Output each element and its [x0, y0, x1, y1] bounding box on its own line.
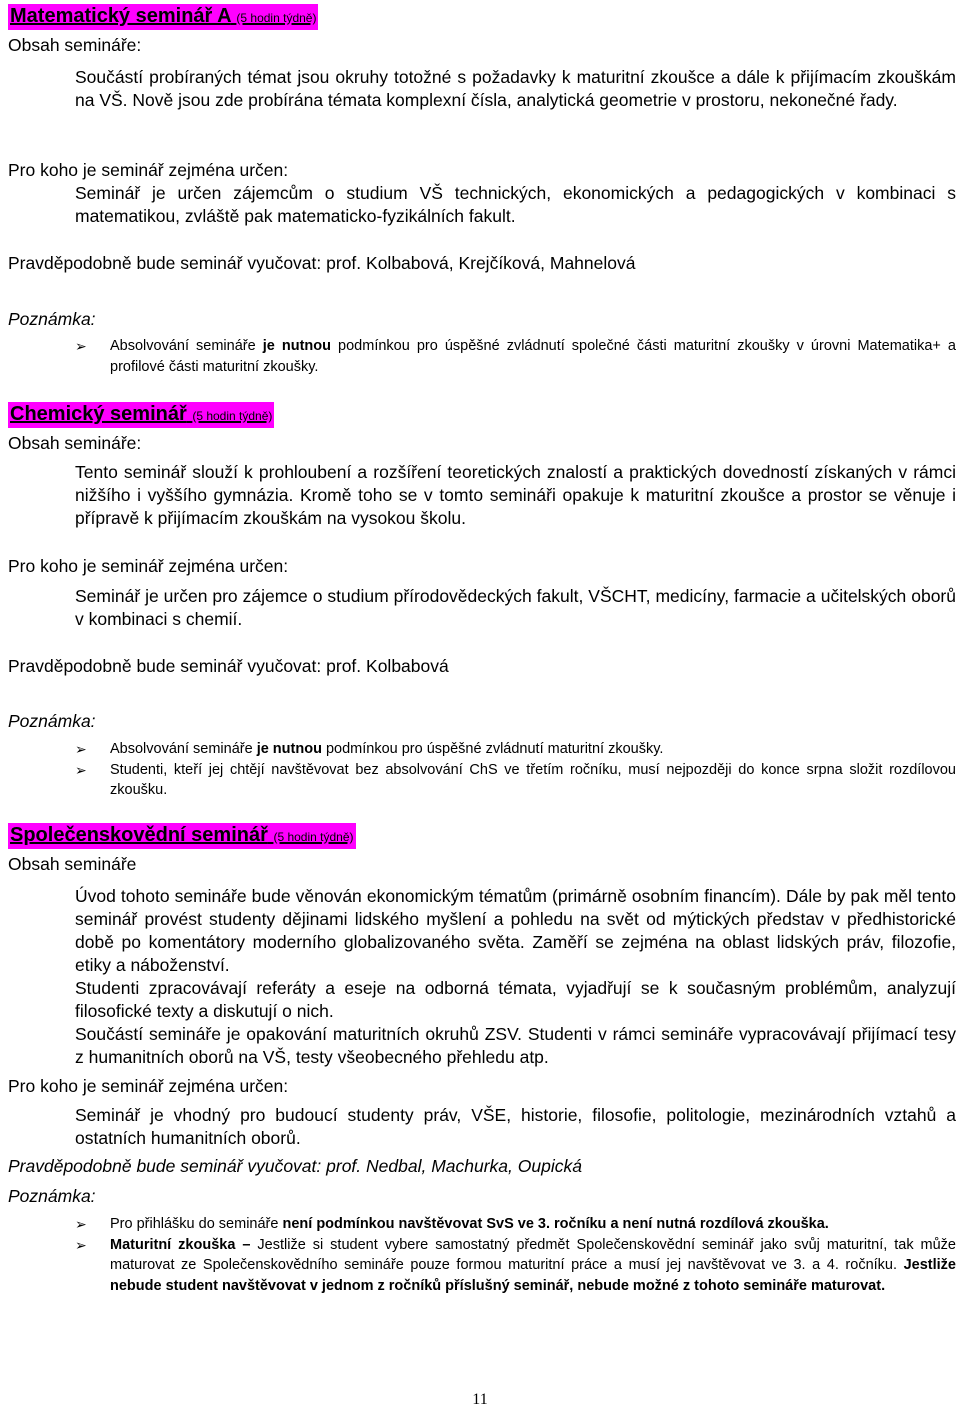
math-vyucovat-value: prof. Kolbabová, Krejčíková, Mahnelová — [326, 253, 636, 273]
chem-section-title — [8, 402, 274, 428]
arrow-bullet-icon: ➢ — [75, 338, 87, 354]
arrow-bullet-icon: ➢ — [75, 761, 87, 778]
math-poznamka-label: Poznámka: — [8, 309, 96, 329]
math-pro-koho-text: Seminář je určen zájemcům o studium VŠ technických, ekonomických a pedagogických v kombinaci s matematikou, zvláště pak matematicko-fyzikálních fakult. — [75, 183, 956, 226]
svs-pro-koho-label: Pro koho je seminář zejména určen: — [8, 1076, 289, 1096]
svs-obsah-label: Obsah semináře — [8, 854, 137, 874]
svs-notes-list — [75, 1214, 956, 1296]
list-item: ➢ Absolvování semináře je nutnou podmínkou pro úspěšné zvládnutí společné části maturitní zkoušky v úrovni Matematika+ a profilové části maturitní zkoušky. — [75, 338, 956, 375]
chem-pro-koho-label: Pro koho je seminář zejména určen: — [8, 556, 289, 576]
svs-title-hours: (5 hodin týdně) — [273, 830, 354, 844]
svs-vyucovat-label: Pravděpodobně bude seminář vyučovat: — [8, 1156, 322, 1176]
chem-notes-list — [75, 739, 956, 801]
chem-vyucovat-label: Pravděpodobně bude seminář vyučovat: — [8, 656, 322, 676]
chem-title-hours: (5 hodin týdně) — [192, 409, 273, 423]
math-vyucovat — [8, 252, 635, 275]
list-item: ➢ Maturitní zkouška – Jestliže si student vybere samostatný předmět Společenskovědní seminář jako svůj maturitní, tak může maturovat ze Společenskovědního semináře pouze formou maturitní práce a musí jej navštěvovat ve 3. a 4. ročníku. Jestliže nebude student navštěvovat v jednom z ročníků příslušný seminář, nebude možné z tohoto semináře maturovat. — [75, 1236, 956, 1294]
svs-vyucovat-value: prof. Nedbal, Machurka, Oupická — [326, 1156, 582, 1176]
svs-obsah-paragraph-1: Úvod tohoto semináře bude věnován ekonomickým tématům (primárně osobním financím). Dále by pak měl tento seminář provést studenty dějinami lidského myšlení a pohledu na svět od mýtických představ v předhistorické době po komentátory moderního globalizovaného světa. Zaměří se zejména na oblast lidských práv, filozofie, etiky a náboženství. — [75, 886, 956, 975]
svs-obsah-paragraph-3: Součástí semináře je opakování maturitních okruhů ZSV. Studenti v rámci semináře vypracovávají přijímací tesy z humanitních oborů na VŠ, testy všeobecného přehledu atp. — [75, 1024, 956, 1067]
arrow-bullet-icon: ➢ — [75, 1216, 87, 1232]
chem-vyucovat — [8, 655, 449, 678]
svs-title: Společenskovědní seminář — [10, 824, 268, 846]
chem-vyucovat-value: prof. Kolbabová — [326, 656, 449, 676]
page-number: 11 — [472, 1391, 488, 1408]
svs-vyucovat — [8, 1155, 582, 1178]
chem-obsah-label: Obsah semináře: — [8, 433, 142, 453]
math-vyucovat-label: Pravděpodobně bude seminář vyučovat: — [8, 253, 322, 273]
svs-poznamka-label: Poznámka: — [8, 1186, 96, 1206]
svs-section-title — [8, 823, 356, 849]
math-pro-koho-label: Pro koho je seminář zejména určen: — [8, 160, 289, 180]
math-section-title — [8, 4, 318, 30]
chem-title: Chemický seminář — [10, 403, 187, 425]
chem-pro-koho-text: Seminář je určen pro zájemce o studium přírodovědeckých fakult, VŠCHT, medicíny, farmacie a učitelských oborů v kombinaci s chemií. — [75, 586, 956, 629]
arrow-bullet-icon: ➢ — [75, 741, 87, 757]
arrow-bullet-icon: ➢ — [75, 1236, 87, 1253]
chem-obsah-text: Tento seminář slouží k prohloubení a rozšíření teoretických znalostí a praktických dovedností získaných v rámci nižšího i vyššího gymnázia. Kromě toho se v tomto semináři opakuje k maturitní zkoušce a prostor se věnuje i přípravě k přijímacím zkouškám na vysokou školu. — [75, 462, 956, 528]
svs-pro-koho-text: Seminář je vhodný pro budoucí studenty práv, VŠE, historie, filosofie, politologie, mezinárodních vztahů a ostatních humanitních oborů. — [75, 1105, 956, 1148]
math-title-hours: (5 hodin týdně) — [236, 11, 317, 25]
math-obsah-label: Obsah semináře: — [8, 35, 142, 55]
list-item: ➢ Pro přihlášku do semináře není podmínkou navštěvovat SvS ve 3. ročníku a není nutná rozdílová zkouška. — [75, 1214, 956, 1235]
math-title: Matematický seminář A — [10, 5, 231, 27]
list-item: ➢ Absolvování semináře je nutnou podmínkou pro úspěšné zvládnutí maturitní zkoušky. — [75, 739, 956, 760]
chem-poznamka-label: Poznámka: — [8, 711, 96, 731]
math-notes-list — [75, 336, 956, 377]
math-obsah-text: Součástí probíraných témat jsou okruhy totožné s požadavky k maturitní zkoušce a dále k přijímacím zkouškám na VŠ. Nově jsou zde probírána témata komplexní čísla, analytická geometrie v prostoru, nekonečné řady. — [75, 67, 956, 110]
svs-obsah-text — [75, 885, 956, 1069]
svs-obsah-paragraph-2: Studenti zpracovávají referáty a eseje na odborná témata, vyjadřují se k současným problémům, analyzují filosofické texty a diskutují o nich. — [75, 978, 956, 1021]
list-item: ➢ Studenti, kteří jej chtějí navštěvovat bez absolvování ChS ve třetím ročníku, musí nejpozději do konce srpna složit rozdílovou zkoušku. — [75, 761, 956, 798]
